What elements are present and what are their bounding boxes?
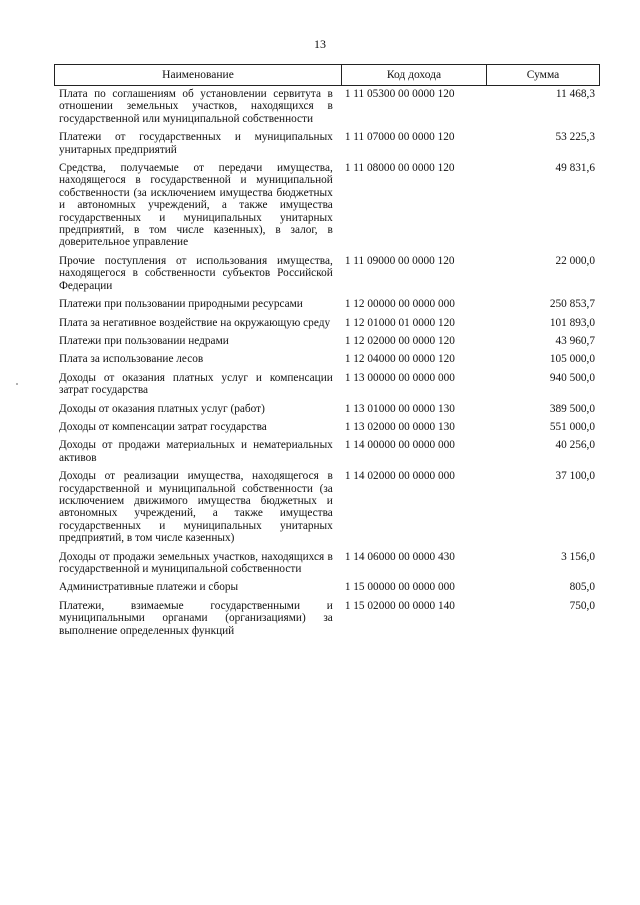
revenue-table bbox=[54, 64, 600, 643]
table-row bbox=[54, 581, 600, 593]
row-sum: 101 893,0 bbox=[549, 316, 595, 329]
row-name: Доходы от компенсации затрат государства bbox=[59, 420, 267, 433]
row-name: Доходы от продажи земельных участков, находящихся в государственной и муниципальной собственности bbox=[59, 550, 333, 575]
row-name: Плата за использование лесов bbox=[59, 353, 204, 366]
row-code: 1 13 00000 00 0000 000 bbox=[344, 371, 455, 384]
row-code: 1 12 01000 01 0000 120 bbox=[344, 316, 455, 329]
table-row bbox=[54, 88, 600, 125]
table-row bbox=[54, 403, 600, 415]
row-code: 1 12 00000 00 0000 000 bbox=[344, 298, 455, 311]
header-code: Код дохода bbox=[342, 65, 487, 85]
row-code: 1 13 01000 00 0000 130 bbox=[344, 402, 455, 415]
table-body bbox=[54, 88, 600, 637]
row-code: 1 11 05300 00 0000 120 bbox=[344, 88, 455, 100]
row-sum: 11 468,3 bbox=[555, 88, 595, 100]
row-name: Административные платежи и сборы bbox=[59, 581, 239, 594]
row-sum: 53 225,3 bbox=[555, 131, 595, 144]
row-name: Платежи при пользовании недрами bbox=[59, 334, 229, 347]
table-row bbox=[54, 298, 600, 310]
row-name: Средства, получаемые от передачи имущества, находящегося в государственной и муниципальной собственности (за исключением имущества бюджетных и автономных учреждений, а также имущества государственных и муниципальных унитарных предприятий, в том числе казенных), в залог, в доверительное управление bbox=[59, 162, 333, 249]
row-name: Платежи при пользовании природными ресурсами bbox=[59, 298, 303, 311]
table-row bbox=[54, 317, 600, 329]
row-sum: 750,0 bbox=[569, 599, 595, 612]
row-sum: 389 500,0 bbox=[549, 402, 595, 415]
row-name: Платежи от государственных и муниципальных унитарных предприятий bbox=[59, 131, 333, 156]
row-sum: 49 831,6 bbox=[555, 162, 595, 175]
row-name: Доходы от реализации имущества, находящегося в государственной и муниципальной собственности (за исключением движимого имущества бюджетных и автономных учреждений, а также имущества государственных и муниципальных унитарных предприятий, в том числе казенных) bbox=[59, 470, 333, 545]
table-header bbox=[54, 64, 600, 86]
table-row bbox=[54, 335, 600, 347]
row-sum: 805,0 bbox=[569, 581, 595, 594]
row-sum: 105 000,0 bbox=[549, 353, 595, 366]
row-name: Доходы от оказания платных услуг (работ) bbox=[59, 402, 265, 415]
row-sum: 43 960,7 bbox=[555, 334, 595, 347]
row-sum: 940 500,0 bbox=[549, 371, 595, 384]
row-code: 1 13 02000 00 0000 130 bbox=[344, 420, 455, 433]
table-row bbox=[54, 131, 600, 156]
row-code: 1 11 07000 00 0000 120 bbox=[344, 131, 455, 144]
row-name: Доходы от оказания платных услуг и компенсации затрат государства bbox=[59, 371, 333, 397]
table-row bbox=[54, 551, 600, 576]
scan-speck bbox=[16, 383, 18, 385]
row-code: 1 11 09000 00 0000 120 bbox=[344, 254, 455, 267]
header-name: Наименование bbox=[55, 65, 342, 85]
row-code: 1 14 02000 00 0000 000 bbox=[344, 470, 455, 483]
row-name: Доходы от продажи материальных и нематериальных активов bbox=[59, 439, 333, 464]
page-number: 13 bbox=[314, 37, 326, 51]
row-sum: 3 156,0 bbox=[561, 550, 595, 563]
row-sum: 250 853,7 bbox=[549, 298, 595, 311]
row-name: Прочие поступления от использования имущества, находящегося в собственности субъектов Российской Федерации bbox=[59, 254, 333, 292]
row-code: 1 14 06000 00 0000 430 bbox=[344, 550, 455, 563]
table-row bbox=[54, 439, 600, 464]
row-sum: 551 000,0 bbox=[549, 420, 595, 433]
row-code: 1 15 00000 00 0000 000 bbox=[344, 581, 455, 594]
header-sum: Сумма bbox=[526, 69, 560, 81]
table-row bbox=[54, 162, 600, 249]
row-sum: 40 256,0 bbox=[555, 439, 595, 452]
row-name: Плата по соглашениям об установлении сервитута в отношении земельных участков, находящихся в государственной или муниципальной собственности bbox=[59, 88, 333, 125]
table-row bbox=[54, 470, 600, 544]
table-row bbox=[54, 255, 600, 292]
row-code: 1 15 02000 00 0000 140 bbox=[344, 599, 455, 612]
table-row bbox=[54, 372, 600, 397]
row-code: 1 11 08000 00 0000 120 bbox=[344, 162, 455, 175]
table-row bbox=[54, 600, 600, 637]
row-sum: 37 100,0 bbox=[555, 470, 595, 483]
table-row bbox=[54, 421, 600, 433]
table-row bbox=[54, 353, 600, 365]
row-name: Плата за негативное воздействие на окружающую среду bbox=[59, 316, 331, 329]
row-code: 1 12 04000 00 0000 120 bbox=[344, 353, 455, 366]
row-code: 1 14 00000 00 0000 000 bbox=[344, 439, 455, 452]
row-name: Платежи, взимаемые государственными и муниципальными органами (организациями) за выполнение определенных функций bbox=[59, 599, 333, 637]
row-sum: 22 000,0 bbox=[555, 254, 595, 267]
row-code: 1 12 02000 00 0000 120 bbox=[344, 334, 455, 347]
